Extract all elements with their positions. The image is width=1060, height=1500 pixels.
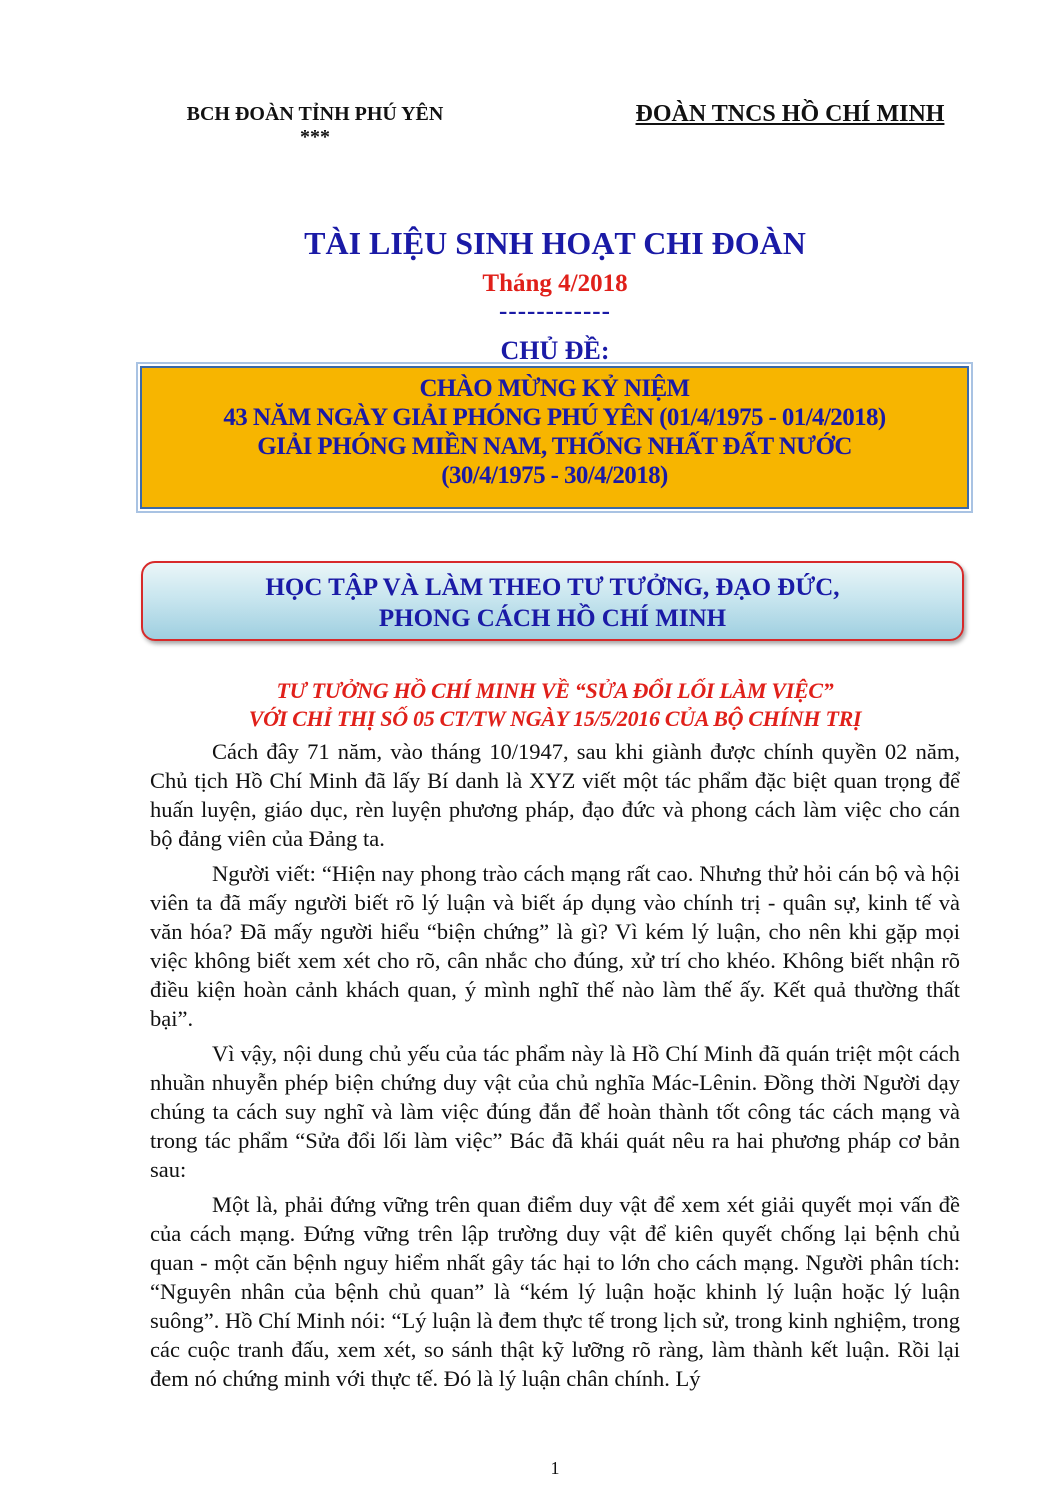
topic-line: 43 NĂM NGÀY GIẢI PHÓNG PHÚ YÊN (01/4/1975 - 01/4/2018) <box>223 404 886 431</box>
page-number: 1 <box>550 1458 560 1478</box>
body-paragraph: Cách đây 71 năm, vào tháng 10/1947, sau khi giành được chính quyền 02 năm, Chủ tịch Hồ Chí Minh đã lấy Bí danh là XYZ viết một tác phẩm đặc biệt quan trọng để huấn luyện, giáo dục, rèn luyện phương pháp, đạo đức và phong cách làm việc cho cán bộ đảng viên của Đảng ta. <box>150 739 960 851</box>
banner-line: HỌC TẬP VÀ LÀM THEO TƯ TƯỞNG, ĐẠO ĐỨC, <box>265 574 840 601</box>
heading-line: TƯ TƯỞNG HỒ CHÍ MINH VỀ “SỬA ĐỔI LỐI LÀM VIỆC” <box>276 678 834 703</box>
banner-line: PHONG CÁCH HỒ CHÍ MINH <box>378 605 727 632</box>
separator-line: ------------ <box>499 298 611 325</box>
article-heading <box>0 677 1060 733</box>
body-paragraph: Người viết: “Hiện nay phong trào cách mạng rất cao. Nhưng thử hỏi cán bộ và hội viên ta đã mấy người biết rõ lý luận và biết áp dụng vào chính trị - quân sự, kinh tế và văn hóa? Đã mấy người hiểu “biện chứng” là gì? Vì kém lý luận, cho nên khi gặp mọi việc không biết xem xét cho rõ, cân nhắc cho đúng, xử trí cho khéo. Không biết nhận rõ điều kiện hoàn cảnh khách quan, ý mình nghĩ thế nào làm thế ấy. Kết quả thường thất bại”. <box>150 861 960 1031</box>
article-body <box>150 737 960 1399</box>
stars-decoration: *** <box>300 126 330 148</box>
heading-line: VỚI CHỈ THỊ SỐ 05 CT/TW NGÀY 15/5/2016 CỦA BỘ CHÍNH TRỊ <box>248 706 862 731</box>
topic-label: CHỦ ĐỀ: <box>500 336 610 365</box>
union-name: ĐOÀN TNCS HỒ CHÍ MINH <box>635 101 945 127</box>
topic-line: CHÀO MỪNG KỶ NIỆM <box>419 375 690 402</box>
section-banner <box>141 561 964 641</box>
topic-box <box>140 366 969 509</box>
topic-line: (30/4/1975 - 30/4/2018) <box>441 462 668 489</box>
topic-line: GIẢI PHÓNG MIỀN NAM, THỐNG NHẤT ĐẤT NƯỚC <box>257 433 852 460</box>
issuing-organization <box>120 103 510 146</box>
body-paragraph: Vì vậy, nội dung chủ yếu của tác phẩm này là Hồ Chí Minh đã quán triệt một cách nhuần nhuyễn phép biện chứng duy vật của chủ nghĩa Mác-Lênin. Đồng thời Người dạy chúng ta cách suy nghĩ và làm việc đúng đắn để hoàn thành tốt công tác cách mạng và trong tác phẩm “Sửa đổi lối làm việc” Bác đã khái quát nêu ra hai phương pháp cơ bản sau: <box>150 1041 960 1182</box>
organization-name: BCH ĐOÀN TỈNH PHÚ YÊN <box>186 103 444 125</box>
document-title: TÀI LIỆU SINH HOẠT CHI ĐOÀN <box>304 225 806 261</box>
body-paragraph: Một là, phải đứng vững trên quan điểm duy vật để xem xét giải quyết mọi vấn đề của cách mạng. Đứng vững trên lập trường duy vật để kiên quyết chống lại bệnh chủ quan - một căn bệnh nguy hiểm nhất gây tác hại to lớn cho cách mạng. Người phân tích: “Nguyên nhân của bệnh chủ quan” là “kém lý luận hoặc khinh lý luận hoặc lý luận suông”. Hồ Chí Minh nói: “Lý luận là đem thực tế trong lịch sử, trong kinh nghiệm, trong các cuộc tranh đấu, xem xét, so sánh thật kỹ lưỡng rõ ràng, làm thành kết luận. Rồi lại đem nó chứng minh với thực tế. Đó là lý luận chân chính. Lý <box>150 1192 960 1391</box>
document-month: Tháng 4/2018 <box>482 270 628 297</box>
